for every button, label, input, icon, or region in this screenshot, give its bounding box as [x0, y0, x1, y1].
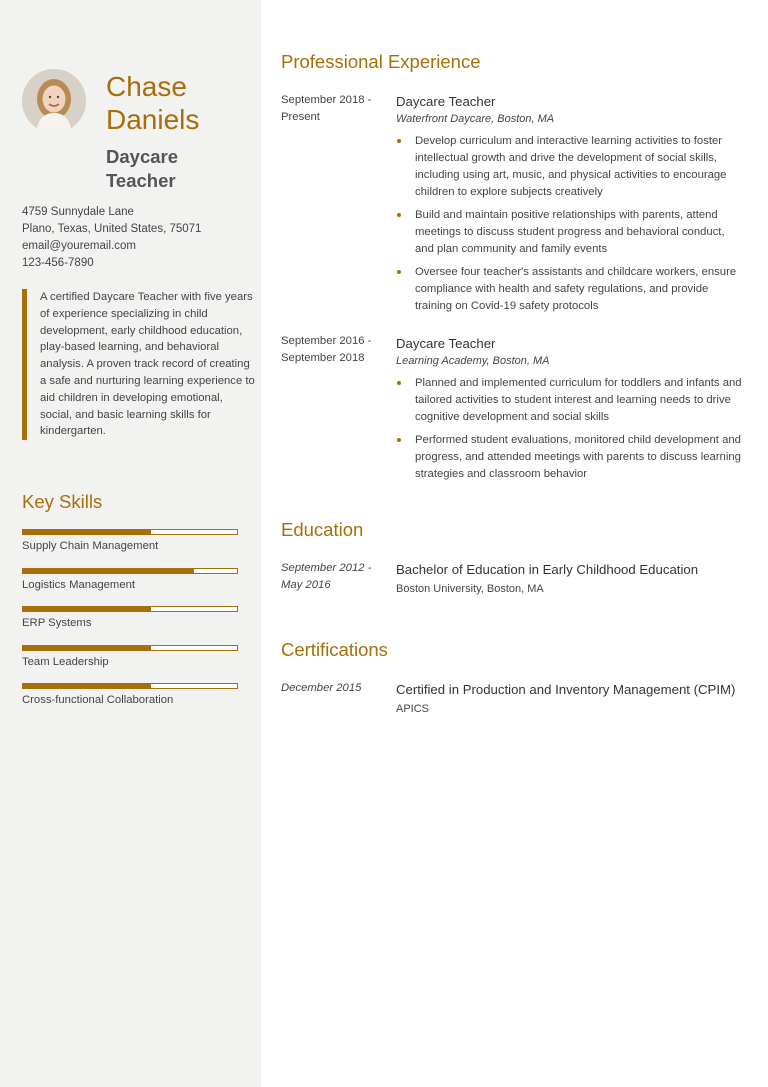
- job-company: Learning Academy, Boston, MA: [396, 355, 550, 367]
- education-heading: Education: [281, 519, 364, 540]
- job-date: [281, 92, 381, 126]
- job-bullets: [396, 375, 746, 483]
- skill-level-fill: [23, 684, 151, 688]
- skill-level-fill: [23, 607, 151, 611]
- skill-level-fill: [23, 530, 151, 534]
- bullet-item: [396, 264, 746, 315]
- date-end: Present: [281, 111, 320, 123]
- skill-item: [22, 529, 238, 568]
- job-entry: [396, 335, 746, 489]
- certification-date: December 2015: [281, 682, 362, 694]
- date-end: May 2016: [281, 579, 331, 591]
- skills-list: [22, 529, 238, 722]
- skill-name: Supply Chain Management: [22, 540, 159, 552]
- job-bullets: [396, 133, 746, 315]
- bullet-text: Planned and implemented curriculum for toddlers and infants and tailored activities to student interest and learning needs to drive cognitive development and social skills: [415, 377, 742, 423]
- bullet-dot-icon: [397, 213, 401, 217]
- person-photo-icon: [22, 69, 86, 133]
- bullet-text: Performed student evaluations, monitored child development and progress, and attended meetings with parents to discuss learning strategies and classroom behavior: [415, 434, 741, 480]
- bullet-item: [396, 207, 746, 258]
- last-name: Daniels: [106, 104, 200, 135]
- skill-item: [22, 683, 238, 722]
- date-start: September 2016 -: [281, 335, 372, 347]
- bullet-item: [396, 432, 746, 483]
- education-date: [281, 560, 381, 594]
- job-title: Daycare Teacher: [396, 94, 496, 109]
- title-line-2: Teacher: [106, 170, 176, 191]
- skill-name: Team Leadership: [22, 655, 109, 668]
- bullet-dot-icon: [397, 139, 401, 143]
- bullet-item: [396, 375, 746, 426]
- bullet-text: Develop curriculum and interactive learning activities to foster intellectual growth and drive the development of social skills, including using art, music, and physical activities to encourage children to explore subjects creatively: [415, 135, 727, 198]
- skill-name: ERP Systems: [22, 617, 92, 630]
- skill-level-fill: [23, 646, 151, 650]
- skill-name: Cross-functional Collaboration: [22, 694, 174, 707]
- date-start: September 2018 -: [281, 94, 372, 106]
- candidate-name: [106, 70, 256, 136]
- avatar: [22, 69, 86, 133]
- skill-item: [22, 645, 238, 684]
- job-entry: [396, 93, 746, 321]
- sidebar: [0, 0, 261, 1087]
- skill-level-fill: [23, 569, 194, 573]
- skill-name: Logistics Management: [22, 578, 136, 591]
- bullet-item: [396, 133, 746, 201]
- address-line-2: Plano, Texas, United States, 75071: [22, 223, 202, 235]
- bullet-dot-icon: [397, 438, 401, 442]
- certification-name: Certified in Production and Inventory Management (CPIM): [396, 682, 736, 697]
- date-end: September 2018: [281, 352, 365, 364]
- skills-heading: Key Skills: [22, 491, 103, 512]
- certification-issuer: APICS: [396, 703, 430, 715]
- profile-summary: A certified Daycare Teacher with five years of experience specializing in child development, early childhood education, play-based learning, and behavioral analysis. A proven track record of creating a safe and nurturing learning experience to aid children in developing emotional, social, and basic learning skills for kindergarten.: [22, 289, 255, 440]
- bullet-text: Oversee four teacher's assistants and childcare workers, ensure compliance with health and safety regulations, and provide training on Covid-19 safety protocols: [415, 266, 737, 312]
- skill-level-bar: [22, 529, 238, 535]
- phone[interactable]: 123-456-7890: [22, 257, 94, 269]
- skill-item: [22, 606, 238, 645]
- skill-level-bar: [22, 645, 238, 651]
- skill-item: [22, 568, 238, 607]
- title-line-1: Daycare: [106, 146, 179, 167]
- job-title-header: [106, 145, 256, 193]
- contact-info: [22, 204, 252, 272]
- bullet-dot-icon: [397, 270, 401, 274]
- skill-level-bar: [22, 606, 238, 612]
- degree: Bachelor of Education in Early Childhood Education: [396, 562, 699, 577]
- skill-level-bar: [22, 683, 238, 689]
- job-date: [281, 333, 381, 367]
- address-line-1: 4759 Sunnydale Lane: [22, 206, 134, 218]
- skill-level-bar: [22, 568, 238, 574]
- certifications-heading: Certifications: [281, 639, 388, 660]
- email[interactable]: email@youremail.com: [22, 240, 136, 252]
- job-title: Daycare Teacher: [396, 336, 496, 351]
- experience-heading: Professional Experience: [281, 51, 481, 72]
- school: Boston University, Boston, MA: [396, 583, 544, 595]
- bullet-text: Build and maintain positive relationships with parents, attend meetings to discuss student progress and behavioral conduct, and plan community and family events: [415, 209, 725, 255]
- job-company: Waterfront Daycare, Boston, MA: [396, 113, 555, 125]
- main-content: [261, 0, 768, 1087]
- education-entry: [396, 559, 746, 597]
- certification-entry: [396, 679, 746, 717]
- bullet-dot-icon: [397, 381, 401, 385]
- first-name: Chase: [106, 71, 187, 102]
- date-start: September 2012 -: [281, 562, 372, 574]
